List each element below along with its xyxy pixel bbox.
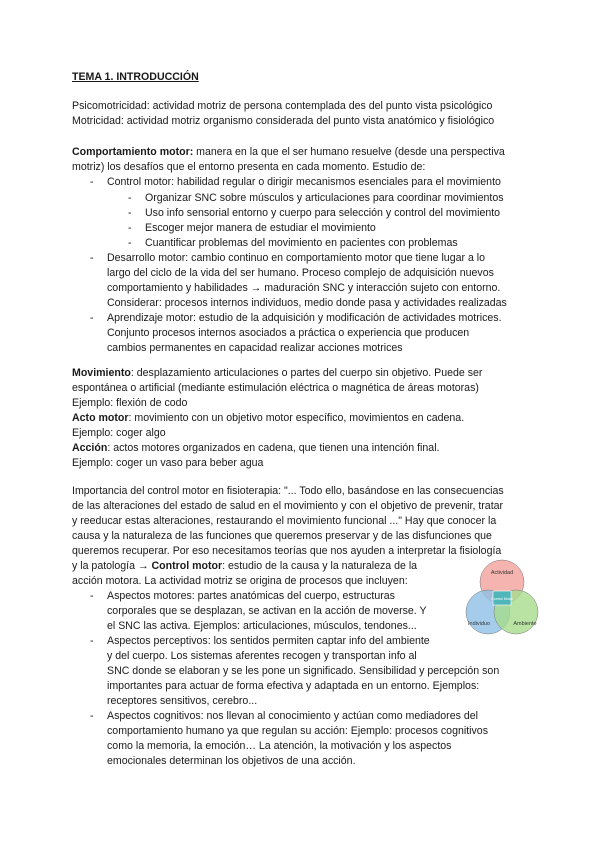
patologia-line — [72, 559, 417, 574]
aspectos-motores-line: corporales que se desplazan, se activan en la acción de moverse. Y — [107, 605, 427, 617]
bullet-dash: - — [90, 252, 94, 264]
sub-item-uso-info: Uso info sensorial entorno y cuerpo para selección y control del movimiento — [145, 207, 501, 219]
sub-item-organizar: Organizar SNC sobre músculos y articulaciones para coordinar movimientos — [145, 192, 504, 204]
control-motor-term: Control motor — [151, 560, 223, 572]
movimiento-text: : desplazamiento articulaciones o partes del cuerpo sin objetivo. Puede ser — [130, 367, 483, 379]
aprendizaje-motor-line: Conjunto procesos internos asociados a práctica o experiencia que producen — [107, 327, 470, 339]
accion-definition — [72, 441, 440, 456]
control-motor-item: Control motor: habilidad regular o dirigir mecanismos esenciales para el movimiento — [107, 176, 501, 188]
importancia-line: de las alteraciones del estado de salud en el movimiento y con el objetivo de prevenir, tratar — [72, 500, 504, 512]
venn-label-control-motor: Control Motor — [491, 597, 513, 601]
patologia-prefix: y la patología → — [72, 560, 152, 572]
page-title: TEMA 1. INTRODUCCIÓN — [72, 71, 199, 83]
accion-example: Ejemplo: coger un vaso para beber agua — [72, 457, 264, 469]
desarrollo-motor-line: comportamiento y habilidades → maduración SNC y interacción sujeto con entorno. — [107, 282, 501, 294]
importancia-line: queremos recuperar. Por eso necesitamos teorías que nos ayuden a interpretar la fisiología — [72, 545, 502, 557]
importancia-line: Importancia del control motor en fisioterapia: "... Todo ello, basándose en las consecuencias — [72, 485, 504, 497]
aspectos-cognitivos-line: como la memoria, la emoción… La atención, la motivación y los aspectos — [107, 740, 452, 752]
venn-label-individuo: Individuo — [467, 621, 491, 627]
patologia-suffix: : estudio de la causa y la naturaleza de la — [222, 560, 418, 572]
venn-label-actividad: Actividad — [490, 570, 514, 576]
desarrollo-motor-line: Considerar: procesos internos individuos, medio donde pasa y actividades realizadas — [107, 297, 507, 309]
aspectos-perceptivos-line: Aspectos perceptivos: los sentidos permiten captar info del ambiente — [107, 635, 430, 647]
accion-text: : actos motores organizados en cadena, que tienen una intención final. — [107, 442, 440, 454]
aspectos-cognitivos-line: comportamiento humano ya que regulan su acción: Ejemplo: procesos cognitivos — [107, 725, 488, 737]
movimiento-term: Movimiento — [72, 367, 131, 379]
movimiento-definition — [72, 366, 482, 381]
acto-motor-text: : movimiento con un objetivo motor específico, movimientos en cadena. — [128, 412, 465, 424]
bullet-dash: - — [90, 590, 94, 602]
aspectos-motores-line: el SNC las activa. Ejemplos: articulaciones, músculos, tendones... — [107, 620, 417, 632]
sub-bullet-dash: - — [128, 237, 132, 249]
sub-bullet-dash: - — [128, 192, 132, 204]
aspectos-cognitivos-line: Aspectos cognitivos: nos llevan al conocimiento y actúan como mediadores del — [107, 710, 478, 722]
acto-motor-example: Ejemplo: coger algo — [72, 427, 166, 439]
desarrollo-motor-line: largo del ciclo de la vida del ser humano. Proceso complejo de adquisición nuevos — [107, 267, 494, 279]
movimiento-line-2: espontánea o artificial (mediante estimulación eléctrica o magnética de áreas motoras) — [72, 382, 479, 394]
aspectos-motores-line: Aspectos motores: partes anatómicas del cuerpo, estructuras — [107, 590, 395, 602]
sub-item-cuantificar: Cuantificar problemas del movimiento en pacientes con problemas — [145, 237, 458, 249]
control-motor-venn-diagram — [459, 557, 545, 643]
aprendizaje-motor-line: cambios permanentes en capacidad realizar acciones motrices — [107, 342, 403, 354]
sub-item-escoger: Escoger mejor manera de estudiar el movimiento — [145, 222, 376, 234]
bullet-dash: - — [90, 176, 94, 188]
aspectos-cognitivos-line: emocionales determinan los objetivos de una acción. — [107, 755, 356, 767]
comportamiento-paragraph-line — [72, 145, 505, 160]
importancia-line: causa y la naturaleza de las funciones que queremos preservar y de las disfunciones que — [72, 530, 492, 542]
patologia-line-2: acción motora. La actividad motriz se origina de procesos que incluyen: — [72, 575, 408, 587]
aspectos-perceptivos-line: SNC donde se elaboran y se les pone un significado. Sensibilidad y percepción son — [107, 665, 500, 677]
movimiento-example: Ejemplo: flexión de codo — [72, 397, 188, 409]
aprendizaje-motor-line: Aprendizaje motor: estudio de la adquisición y modificación de actividades motrices. — [107, 312, 502, 324]
comportamiento-term: Comportamiento motor: — [72, 146, 194, 158]
acto-motor-definition — [72, 411, 464, 426]
bullet-dash: - — [90, 710, 94, 722]
aspectos-perceptivos-line: importantes para actuar de forma efectiva y adaptada en un entorno. Ejemplos: — [107, 680, 480, 692]
bullet-dash: - — [90, 635, 94, 647]
venn-label-ambiente: Ambiente — [513, 621, 537, 627]
bullet-dash: - — [90, 312, 94, 324]
accion-term: Acción — [72, 442, 108, 454]
definition-motricidad: Motricidad: actividad motriz organismo considerada del punto vista anatómico y fisiológico — [72, 115, 495, 127]
sub-bullet-dash: - — [128, 222, 132, 234]
definition-psicomotricidad: Psicomotricidad: actividad motriz de persona contemplada des del punto vista psicológico — [72, 100, 493, 112]
aspectos-perceptivos-line: receptores sensitivos, cerebro... — [107, 695, 258, 707]
comportamiento-text: manera en la que el ser humano resuelve (desde una perspectiva — [193, 146, 505, 158]
importancia-line: y reeducar estas alteraciones, restaurando el movimiento funcional ..." Hay que conocer la — [72, 515, 497, 527]
desarrollo-motor-line: Desarrollo motor: cambio continuo en comportamiento motor que tiene lugar a lo — [107, 252, 486, 264]
sub-bullet-dash: - — [128, 207, 132, 219]
aspectos-perceptivos-line: y del cuerpo. Los sistemas aferentes recogen y transportan info al — [107, 650, 417, 662]
comportamiento-line-2: motriz) los desafíos que el entorno presenta en cada momento. Estudio de: — [72, 161, 426, 173]
acto-motor-term: Acto motor — [72, 412, 129, 424]
